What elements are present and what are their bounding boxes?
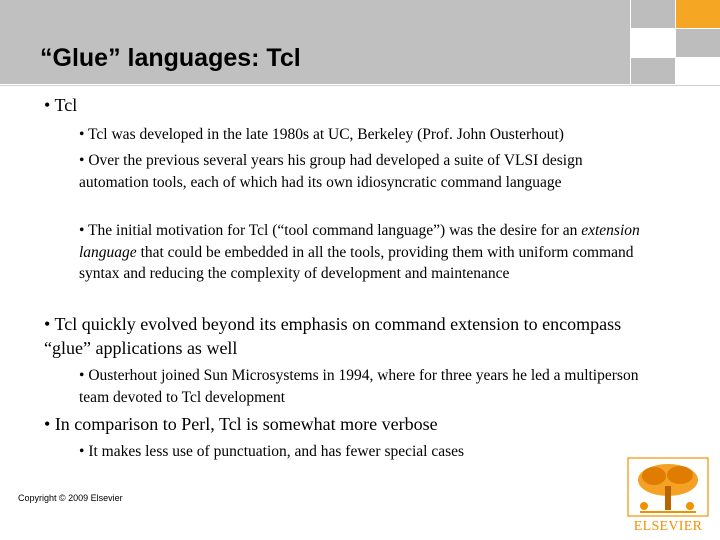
- bullet-level2: [79, 365, 654, 408]
- bullet-level2: [79, 150, 654, 193]
- bullet-level1: [44, 93, 644, 117]
- bullet-level1: [44, 312, 644, 360]
- bullet-text-before: The initial motivation for Tcl (“tool command language”) was the desire for an: [88, 222, 582, 239]
- elsevier-wordmark: ELSEVIER: [633, 519, 703, 534]
- corner-cell-white: [676, 58, 720, 84]
- corner-cell-gray: [676, 29, 720, 57]
- corner-decoration-grid: [631, 0, 720, 84]
- bullet-marker: •: [79, 443, 85, 460]
- bullet-text: Ousterhout joined Sun Microsystems in 1994, where for three years he led a multiperson team devoted to Tcl development: [79, 367, 639, 406]
- copyright-notice: Copyright © 2009 Elsevier: [18, 493, 123, 503]
- bullet-level2: [79, 124, 654, 146]
- bullet-marker: •: [44, 95, 51, 115]
- corner-cell-gray: [631, 0, 675, 28]
- elsevier-logo: [620, 456, 720, 540]
- tree-emblem-icon: [620, 456, 716, 518]
- slide-title: “Glue” languages: Tcl: [40, 44, 301, 72]
- bullet-text: Tcl: [54, 95, 78, 115]
- corner-cell-orange: [676, 0, 720, 28]
- bullet-level1: [44, 412, 644, 436]
- bullet-marker: •: [79, 152, 85, 169]
- corner-cell-gray: [631, 58, 675, 84]
- bullet-text: Over the previous several years his group had developed a suite of VLSI design automation tools, each of which had its own idiosyncratic command language: [79, 152, 583, 191]
- bullet-text: Tcl quickly evolved beyond its emphasis on command extension to encompass “glue” applications as well: [44, 314, 622, 358]
- bullet-text: It makes less use of punctuation, and has fewer special cases: [88, 443, 465, 460]
- corner-cell-white: [631, 29, 675, 57]
- emphasized-term: extension language: [79, 222, 640, 261]
- bullet-marker: •: [79, 367, 85, 384]
- bullet-marker: •: [79, 126, 85, 143]
- bullet-marker: •: [44, 414, 51, 434]
- bullet-text: In comparison to Perl, Tcl is somewhat more verbose: [54, 414, 438, 434]
- bullet-text-after: that could be embedded in all the tools, providing them with uniform command syntax and reducing the complexity of development and maintenance: [79, 243, 634, 282]
- bullet-level2: [79, 441, 654, 463]
- bullet-level2: [79, 220, 654, 285]
- bullet-marker: •: [79, 222, 85, 239]
- bullet-text: Tcl was developed in the late 1980s at UC, Berkeley (Prof. John Ousterhout): [88, 126, 564, 143]
- bullet-marker: •: [44, 314, 51, 334]
- title-divider: [0, 85, 720, 86]
